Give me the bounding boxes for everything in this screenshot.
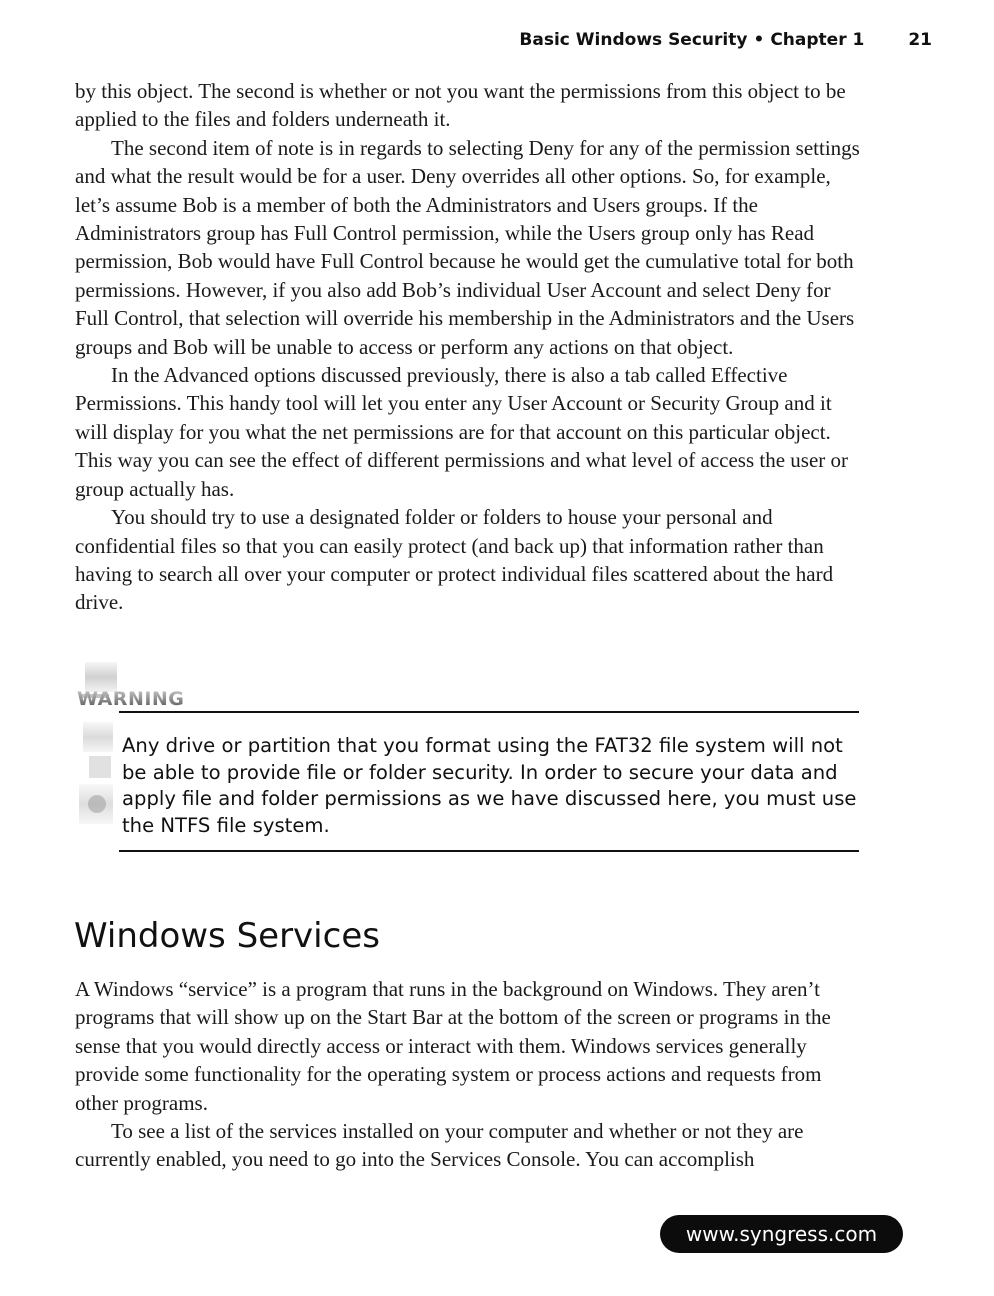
section-heading: Windows Services <box>74 916 380 956</box>
warning-box <box>75 660 865 860</box>
running-head-separator: • <box>753 30 765 50</box>
running-head-title: Basic Windows Security <box>519 30 748 50</box>
paragraph: To see a list of the services installed on your computer and whether or not they are currently enabled, you need to go into the Services Console. You can accomplish <box>75 1119 804 1172</box>
warning-rule-bottom <box>119 850 859 852</box>
paragraph: The second item of note is in regards to selecting Deny for any of the permission settings and what the result would be for a user. Deny overrides all other options. So, for example, let’s assume Bob is a member of both the Administrators and Users groups. If the Administrators group has Full Control permission, while the Users group only has Read permission, Bob would have Full Control because he would get the cumulative total for both permissions. However, if you also add Bob’s individual User Account and select Deny for Full Control, that selection will override his membership in the Administrators and the Users groups and Bob will be unable to access or perform any actions on that object. <box>75 135 860 359</box>
page-number: 21 <box>908 30 932 50</box>
warning-label: WARNING <box>77 688 185 710</box>
warning-text: Any drive or partition that you format using the FAT32 file system will not be able to provide file or folder security. In order to secure your data and apply file and folder permissions as we have discussed here, you must use the NTFS file system. <box>122 734 857 837</box>
running-head <box>519 30 932 50</box>
website-badge: www.syngress.com <box>660 1215 903 1253</box>
body-text-bottom <box>75 975 860 1174</box>
paragraph: by this object. The second is whether or not you want the permissions from this object to be applied to the files and folders underneath it. <box>75 79 846 132</box>
paragraph: A Windows “service” is a program that runs in the background on Windows. They aren’t programs that will show up on the Start Bar at the bottom of the screen or programs in the sense that you would directly access or interact with them. Windows services generally provide some functionality for the operating system or process actions and requests from other programs. <box>75 977 831 1115</box>
running-head-chapter: Chapter 1 <box>770 30 865 50</box>
paragraph: In the Advanced options discussed previously, there is also a tab called Effective Permissions. This handy tool will let you enter any User Account or Security Group and it will display for you what the net permissions are for that account on this particular object. This way you can see the effect of different permissions and what level of access the user or group actually has. <box>75 363 849 501</box>
paragraph: You should try to use a designated folder or folders to house your personal and confidential files so that you can easily protect (and back up) that information rather than having to search all over your computer or protect individual files scattered about the hard drive. <box>75 505 834 615</box>
warning-rule-top <box>119 711 859 713</box>
body-text-top <box>75 77 860 617</box>
